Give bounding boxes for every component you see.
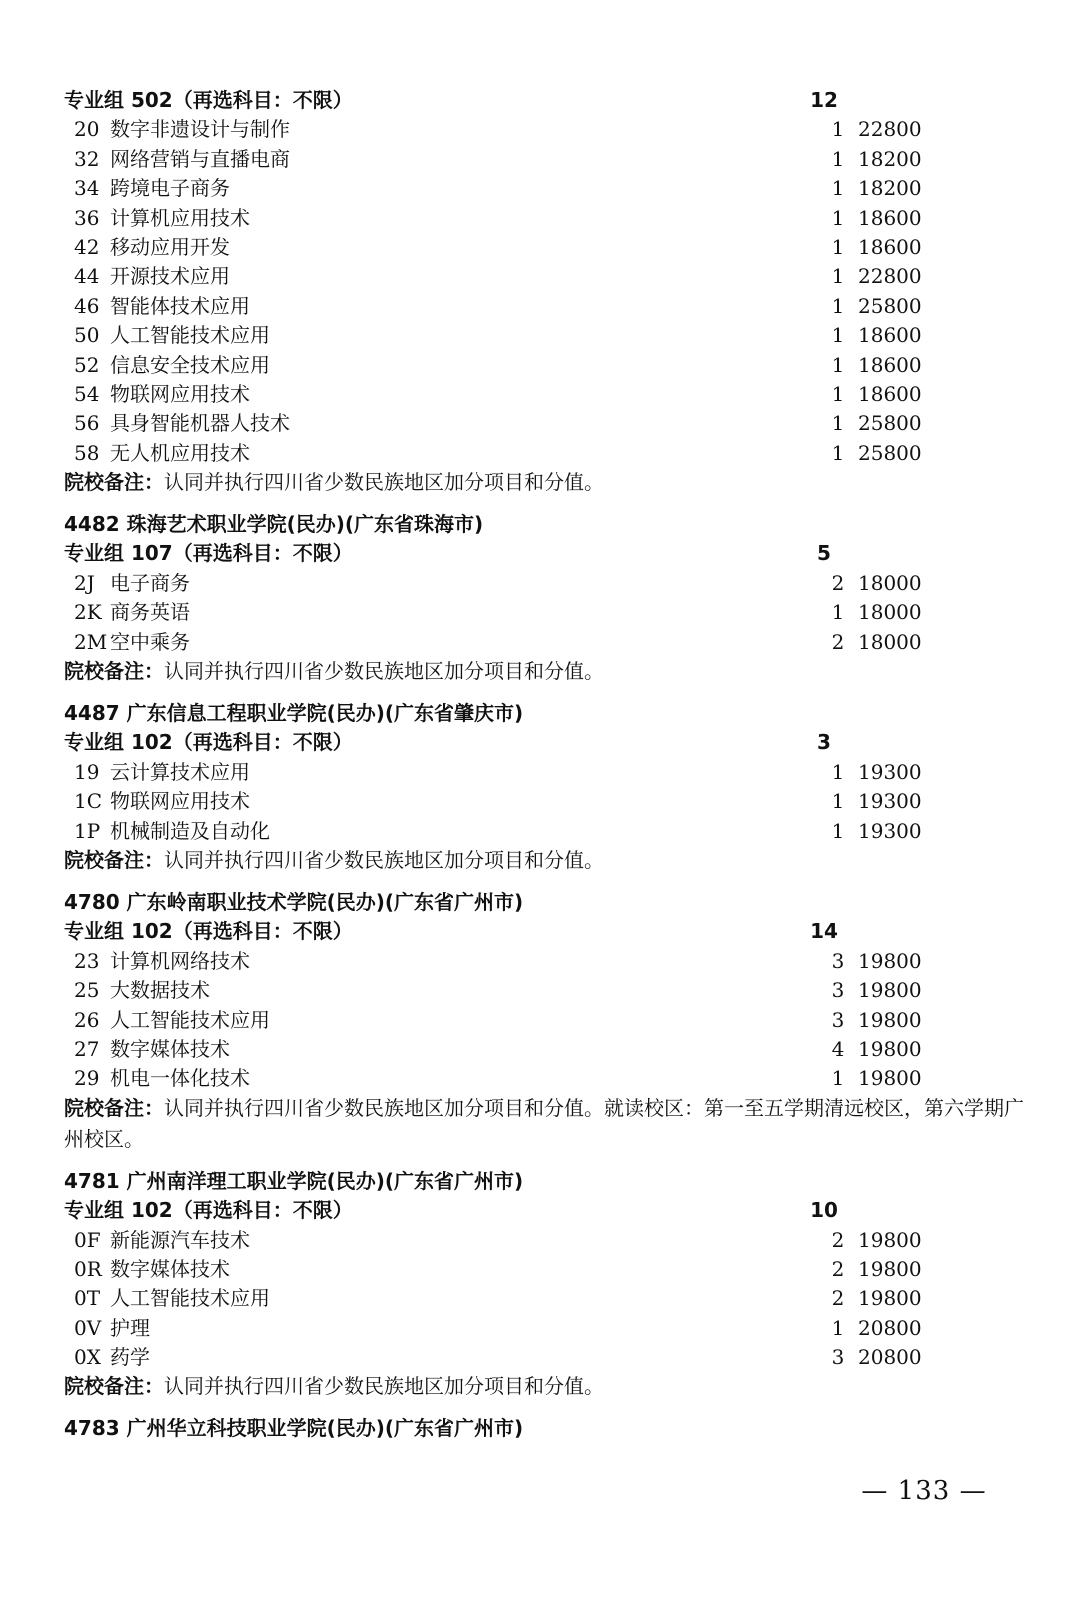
major-plan-count: 1 bbox=[831, 789, 845, 814]
major-row bbox=[64, 1255, 1024, 1284]
major-code: 0T bbox=[74, 1286, 101, 1311]
major-name: 物联网应用技术 bbox=[110, 381, 250, 406]
note-label: 院校备注： bbox=[64, 1374, 164, 1399]
major-name: 计算机应用技术 bbox=[110, 205, 250, 230]
note-label: 院校备注： bbox=[64, 470, 164, 495]
major-row bbox=[64, 1006, 1024, 1035]
major-code: 36 bbox=[74, 205, 100, 230]
major-code: 0R bbox=[74, 1256, 102, 1281]
major-tuition: 19800 bbox=[858, 1227, 922, 1252]
note-label: 院校备注： bbox=[64, 847, 164, 872]
major-group-name: 专业组 102（再选科目：不限） bbox=[64, 1198, 353, 1223]
major-plan-count: 1 bbox=[831, 440, 845, 465]
major-row bbox=[64, 758, 1024, 787]
major-row bbox=[64, 439, 1024, 468]
institution-heading: 4487 广东信息工程职业学院(民办)(广东省肇庆市) bbox=[64, 701, 524, 726]
major-group-name: 专业组 102（再选科目：不限） bbox=[64, 919, 353, 944]
admission-plan-list bbox=[64, 86, 1024, 1444]
major-code: 2K bbox=[74, 600, 102, 625]
major-code: 58 bbox=[74, 440, 100, 465]
major-plan-count: 3 bbox=[831, 1345, 845, 1370]
major-row bbox=[64, 321, 1024, 350]
major-row bbox=[64, 976, 1024, 1005]
major-tuition: 19800 bbox=[858, 1286, 922, 1311]
major-row bbox=[64, 1343, 1024, 1372]
major-group-count: 3 bbox=[817, 730, 831, 755]
major-row bbox=[64, 569, 1024, 598]
major-name: 无人机应用技术 bbox=[110, 440, 250, 465]
major-group-row bbox=[64, 86, 1024, 115]
major-plan-count: 4 bbox=[831, 1036, 845, 1061]
major-tuition: 18000 bbox=[858, 629, 922, 654]
note-text: 认同并执行四川省少数民族地区加分项目和分值。 bbox=[164, 470, 604, 495]
major-group-row bbox=[64, 1196, 1024, 1225]
major-row bbox=[64, 204, 1024, 233]
major-code: 54 bbox=[74, 381, 100, 406]
major-code: 52 bbox=[74, 352, 100, 377]
major-plan-count: 1 bbox=[831, 117, 845, 142]
major-code: 2M bbox=[74, 629, 108, 654]
major-group-count: 10 bbox=[810, 1198, 838, 1223]
major-name: 人工智能技术应用 bbox=[110, 1286, 270, 1311]
major-group-count: 5 bbox=[817, 541, 831, 566]
major-row bbox=[64, 947, 1024, 976]
major-tuition: 19300 bbox=[858, 818, 922, 843]
major-group-name: 专业组 502（再选科目：不限） bbox=[64, 88, 353, 112]
major-code: 19 bbox=[74, 759, 100, 784]
major-name: 护理 bbox=[110, 1315, 150, 1340]
major-group-name: 专业组 102（再选科目：不限） bbox=[64, 730, 353, 755]
major-name: 开源技术应用 bbox=[110, 264, 230, 289]
major-tuition: 22800 bbox=[858, 264, 922, 289]
major-tuition: 20800 bbox=[858, 1315, 922, 1340]
major-tuition: 19800 bbox=[858, 1036, 922, 1061]
major-group-row bbox=[64, 917, 1024, 946]
major-code: 46 bbox=[74, 293, 100, 318]
major-row bbox=[64, 351, 1024, 380]
institution-heading: 4781 广州南洋理工职业学院(民办)(广东省广州市) bbox=[64, 1168, 524, 1193]
major-plan-count: 1 bbox=[831, 234, 845, 259]
major-plan-count: 1 bbox=[831, 1066, 845, 1091]
major-tuition: 22800 bbox=[858, 117, 922, 142]
major-plan-count: 2 bbox=[831, 570, 845, 595]
major-plan-count: 2 bbox=[831, 1227, 845, 1252]
major-code: 1P bbox=[74, 818, 101, 843]
major-tuition: 18000 bbox=[858, 600, 922, 625]
major-plan-count: 2 bbox=[831, 1286, 845, 1311]
major-plan-count: 1 bbox=[831, 759, 845, 784]
major-tuition: 18600 bbox=[858, 352, 922, 377]
major-tuition: 19800 bbox=[858, 1066, 922, 1091]
major-group-name: 专业组 107（再选科目：不限） bbox=[64, 541, 353, 566]
major-tuition: 25800 bbox=[858, 293, 922, 318]
major-code: 32 bbox=[74, 146, 100, 171]
major-name: 跨境电子商务 bbox=[110, 176, 230, 201]
institution-note bbox=[64, 468, 1024, 499]
major-name: 商务英语 bbox=[110, 600, 190, 625]
major-plan-count: 1 bbox=[831, 323, 845, 348]
major-tuition: 18200 bbox=[858, 176, 922, 201]
institution-heading: 4482 珠海艺术职业学院(民办)(广东省珠海市) bbox=[64, 512, 484, 537]
major-plan-count: 2 bbox=[831, 629, 845, 654]
major-tuition: 18600 bbox=[858, 205, 922, 230]
major-tuition: 19800 bbox=[858, 978, 922, 1003]
major-plan-count: 2 bbox=[831, 1256, 845, 1281]
major-row bbox=[64, 1284, 1024, 1313]
major-tuition: 19300 bbox=[858, 759, 922, 784]
major-plan-count: 1 bbox=[831, 176, 845, 201]
major-row bbox=[64, 1226, 1024, 1255]
major-row bbox=[64, 1035, 1024, 1064]
major-name: 计算机网络技术 bbox=[110, 948, 250, 973]
major-name: 机电一体化技术 bbox=[110, 1066, 250, 1091]
major-name: 移动应用开发 bbox=[110, 234, 230, 259]
major-row bbox=[64, 628, 1024, 657]
major-name: 物联网应用技术 bbox=[110, 789, 250, 814]
major-plan-count: 1 bbox=[831, 264, 845, 289]
major-row bbox=[64, 817, 1024, 846]
major-code: 1C bbox=[74, 789, 103, 814]
major-tuition: 19300 bbox=[858, 789, 922, 814]
major-plan-count: 3 bbox=[831, 978, 845, 1003]
major-plan-count: 1 bbox=[831, 1315, 845, 1340]
major-plan-count: 1 bbox=[831, 146, 845, 171]
major-code: 26 bbox=[74, 1007, 100, 1032]
major-plan-count: 1 bbox=[831, 381, 845, 406]
major-row bbox=[64, 380, 1024, 409]
major-code: 50 bbox=[74, 323, 100, 348]
major-code: 29 bbox=[74, 1066, 100, 1091]
major-code: 0F bbox=[74, 1227, 101, 1252]
major-name: 云计算技术应用 bbox=[110, 759, 250, 784]
major-name: 网络营销与直播电商 bbox=[110, 146, 290, 171]
institution-note bbox=[64, 1094, 1024, 1156]
major-name: 新能源汽车技术 bbox=[110, 1227, 250, 1252]
major-code: 27 bbox=[74, 1036, 100, 1061]
major-tuition: 19800 bbox=[858, 948, 922, 973]
major-code: 2J bbox=[74, 570, 95, 595]
major-tuition: 18600 bbox=[858, 234, 922, 259]
major-code: 56 bbox=[74, 411, 100, 436]
major-code: 44 bbox=[74, 264, 100, 289]
major-tuition: 18600 bbox=[858, 381, 922, 406]
page-number: — 133 — bbox=[861, 1476, 987, 1506]
major-group-count: 12 bbox=[810, 88, 838, 112]
institution-note bbox=[64, 1372, 1024, 1403]
major-name: 智能体技术应用 bbox=[110, 293, 250, 318]
major-code: 0V bbox=[74, 1315, 102, 1340]
major-code: 25 bbox=[74, 978, 100, 1003]
note-label: 院校备注： bbox=[64, 1095, 164, 1120]
major-plan-count: 1 bbox=[831, 293, 845, 318]
note-text: 认同并执行四川省少数民族地区加分项目和分值。 bbox=[164, 1374, 604, 1399]
major-plan-count: 1 bbox=[831, 600, 845, 625]
major-row bbox=[64, 233, 1024, 262]
major-row bbox=[64, 1314, 1024, 1343]
major-name: 信息安全技术应用 bbox=[110, 352, 270, 377]
major-tuition: 19800 bbox=[858, 1007, 922, 1032]
major-row bbox=[64, 787, 1024, 816]
note-label: 院校备注： bbox=[64, 659, 164, 684]
institution-heading: 4783 广州华立科技职业学院(民办)(广东省广州市) bbox=[64, 1416, 524, 1441]
major-row bbox=[64, 174, 1024, 203]
major-row bbox=[64, 409, 1024, 438]
major-plan-count: 1 bbox=[831, 818, 845, 843]
major-plan-count: 3 bbox=[831, 1007, 845, 1032]
major-group-row bbox=[64, 728, 1024, 757]
major-row bbox=[64, 262, 1024, 291]
major-name: 人工智能技术应用 bbox=[110, 323, 270, 348]
major-code: 20 bbox=[74, 117, 100, 142]
major-name: 数字媒体技术 bbox=[110, 1256, 230, 1281]
major-row bbox=[64, 1064, 1024, 1093]
major-tuition: 25800 bbox=[858, 411, 922, 436]
institution-note bbox=[64, 846, 1024, 877]
major-name: 电子商务 bbox=[110, 570, 190, 595]
major-tuition: 18600 bbox=[858, 323, 922, 348]
major-tuition: 25800 bbox=[858, 440, 922, 465]
major-tuition: 18000 bbox=[858, 570, 922, 595]
major-row bbox=[64, 292, 1024, 321]
major-name: 大数据技术 bbox=[110, 978, 210, 1003]
major-code: 0X bbox=[74, 1345, 101, 1370]
major-tuition: 18200 bbox=[858, 146, 922, 171]
major-name: 机械制造及自动化 bbox=[110, 818, 270, 843]
note-text: 认同并执行四川省少数民族地区加分项目和分值。 bbox=[164, 659, 604, 684]
major-plan-count: 1 bbox=[831, 205, 845, 230]
major-row bbox=[64, 145, 1024, 174]
major-code: 23 bbox=[74, 948, 100, 973]
major-row bbox=[64, 115, 1024, 144]
major-code: 34 bbox=[74, 176, 100, 201]
major-tuition: 20800 bbox=[858, 1345, 922, 1370]
note-text: 认同并执行四川省少数民族地区加分项目和分值。就读校区：第一至五学期清远校区，第六学期广州校区。 bbox=[64, 1095, 1024, 1151]
major-group-count: 14 bbox=[810, 919, 838, 944]
note-text: 认同并执行四川省少数民族地区加分项目和分值。 bbox=[164, 847, 604, 872]
major-plan-count: 1 bbox=[831, 352, 845, 377]
major-tuition: 19800 bbox=[858, 1256, 922, 1281]
major-name: 空中乘务 bbox=[110, 629, 190, 654]
institution-note bbox=[64, 657, 1024, 688]
major-name: 数字非遗设计与制作 bbox=[110, 117, 290, 142]
major-name: 药学 bbox=[110, 1345, 150, 1370]
major-code: 42 bbox=[74, 234, 100, 259]
major-group-row bbox=[64, 539, 1024, 568]
major-name: 数字媒体技术 bbox=[110, 1036, 230, 1061]
major-name: 具身智能机器人技术 bbox=[110, 411, 290, 436]
institution-heading: 4780 广东岭南职业技术学院(民办)(广东省广州市) bbox=[64, 889, 524, 914]
major-plan-count: 1 bbox=[831, 411, 845, 436]
major-plan-count: 3 bbox=[831, 948, 845, 973]
major-name: 人工智能技术应用 bbox=[110, 1007, 270, 1032]
major-row bbox=[64, 598, 1024, 627]
